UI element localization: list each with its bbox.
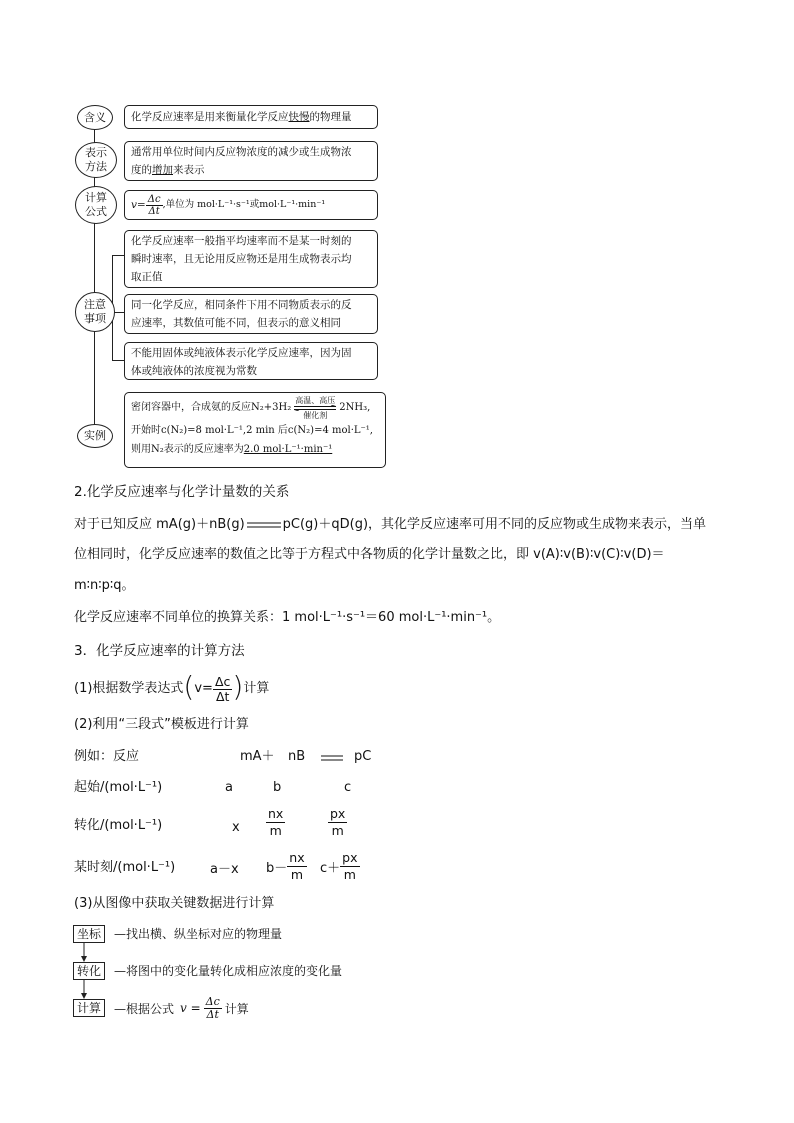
equal-arrow-icon — [246, 520, 282, 530]
flow-step-calculation: 计算 — [73, 999, 105, 1017]
note-box-1: 化学反应速率一般指平均速率而不是某一时刻的 瞬时速率，且无论用反应物还是用生成物表示均 取正值 — [124, 230, 378, 288]
flow-fraction: $\frac{\Delta c}{\Delta t}$ — [205, 994, 220, 1021]
formula-box: v= $\frac{\Delta c}{\Delta t}$ ,单位为 mol·L⁻¹·s⁻¹或mol·L⁻¹·min⁻¹ — [124, 190, 378, 220]
right-paren-icon: ) — [232, 670, 244, 703]
note-connector-top — [112, 255, 124, 256]
section3-heading: 3．化学反应速率的计算方法 — [74, 643, 245, 659]
formula-fraction: $\frac{\Delta c}{\Delta t}$ — [147, 193, 161, 217]
example-box: 密闭容器中，合成氨的反应N₂+3H₂ 高温、高压 催化剂 2NH₃, 开始时c(N₂)=8 mol·L⁻¹,2 min 后c(N₂)=4 mol·L⁻¹, 则用N₂表示的反应速率为2.0 mol·L⁻¹·min⁻¹ — [124, 392, 386, 468]
method1-fraction: $\frac{\Delta c}{\Delta t}$ — [214, 673, 231, 704]
reaction-equals-icon — [321, 754, 343, 762]
down-arrow-icon — [80, 980, 88, 1000]
node-representation: 表示 方法 — [75, 142, 117, 178]
method2: (2)利用“三段式”模板进行计算 — [74, 717, 249, 732]
note-box-2: 同一化学反应，相同条件下用不同物质表示的反 应速率，其数值可能不同，但表示的意义相同 — [124, 294, 378, 334]
flow-step-coordinates: 坐标 — [73, 925, 105, 943]
definition-box: 化学反应速率是用来衡量化学反应快慢的物理量 — [124, 105, 378, 129]
node-definition: 含义 — [77, 105, 113, 130]
node-notes: 注意 事项 — [75, 292, 115, 332]
section2-p1-line3: m∶n∶p∶q。 — [74, 578, 135, 593]
note-connector-bot — [112, 360, 124, 361]
down-arrow-icon — [80, 943, 88, 963]
representation-box: 通常用单位时间内反应物浓度的减少或生成物浓 度的增加来表示 — [124, 141, 378, 181]
section2-p1-line2: 位相同时，化学反应速率的数值之比等于方程式中各物质的化学计量数之比，即 v(A)∶v(B)∶v(C)∶v(D)＝ — [74, 547, 665, 562]
method3: (3)从图像中获取关键数据进行计算 — [74, 896, 275, 911]
section2-heading: 2.化学反应速率与化学计量数的关系 — [74, 484, 290, 500]
flow-step-conversion: 转化 — [73, 962, 105, 980]
section2-p1-line1: 对于已知反应 mA(g)＋nB(g) pC(g)＋qD(g)，其化学反应速率可用不同的反应物或生成物来表示，当单 — [74, 517, 707, 532]
node-formula: 计算 公式 — [75, 186, 117, 224]
node-example: 实例 — [77, 424, 113, 448]
reaction-arrow: 高温、高压 催化剂 — [295, 396, 336, 420]
section2-p2: 化学反应速率不同单位的换算关系：1 mol·L⁻¹·s⁻¹＝60 mol·L⁻¹·min⁻¹。 — [74, 610, 501, 625]
left-paren-icon: ( — [183, 670, 195, 703]
note-box-3: 不能用固体或纯液体表示化学反应速率，因为固 体或纯液体的浓度视为常数 — [124, 342, 378, 380]
method1: (1)根据数学表达式 ( v= $\frac{\Delta c}{\Delta t}$ ) 计算 — [74, 670, 270, 704]
